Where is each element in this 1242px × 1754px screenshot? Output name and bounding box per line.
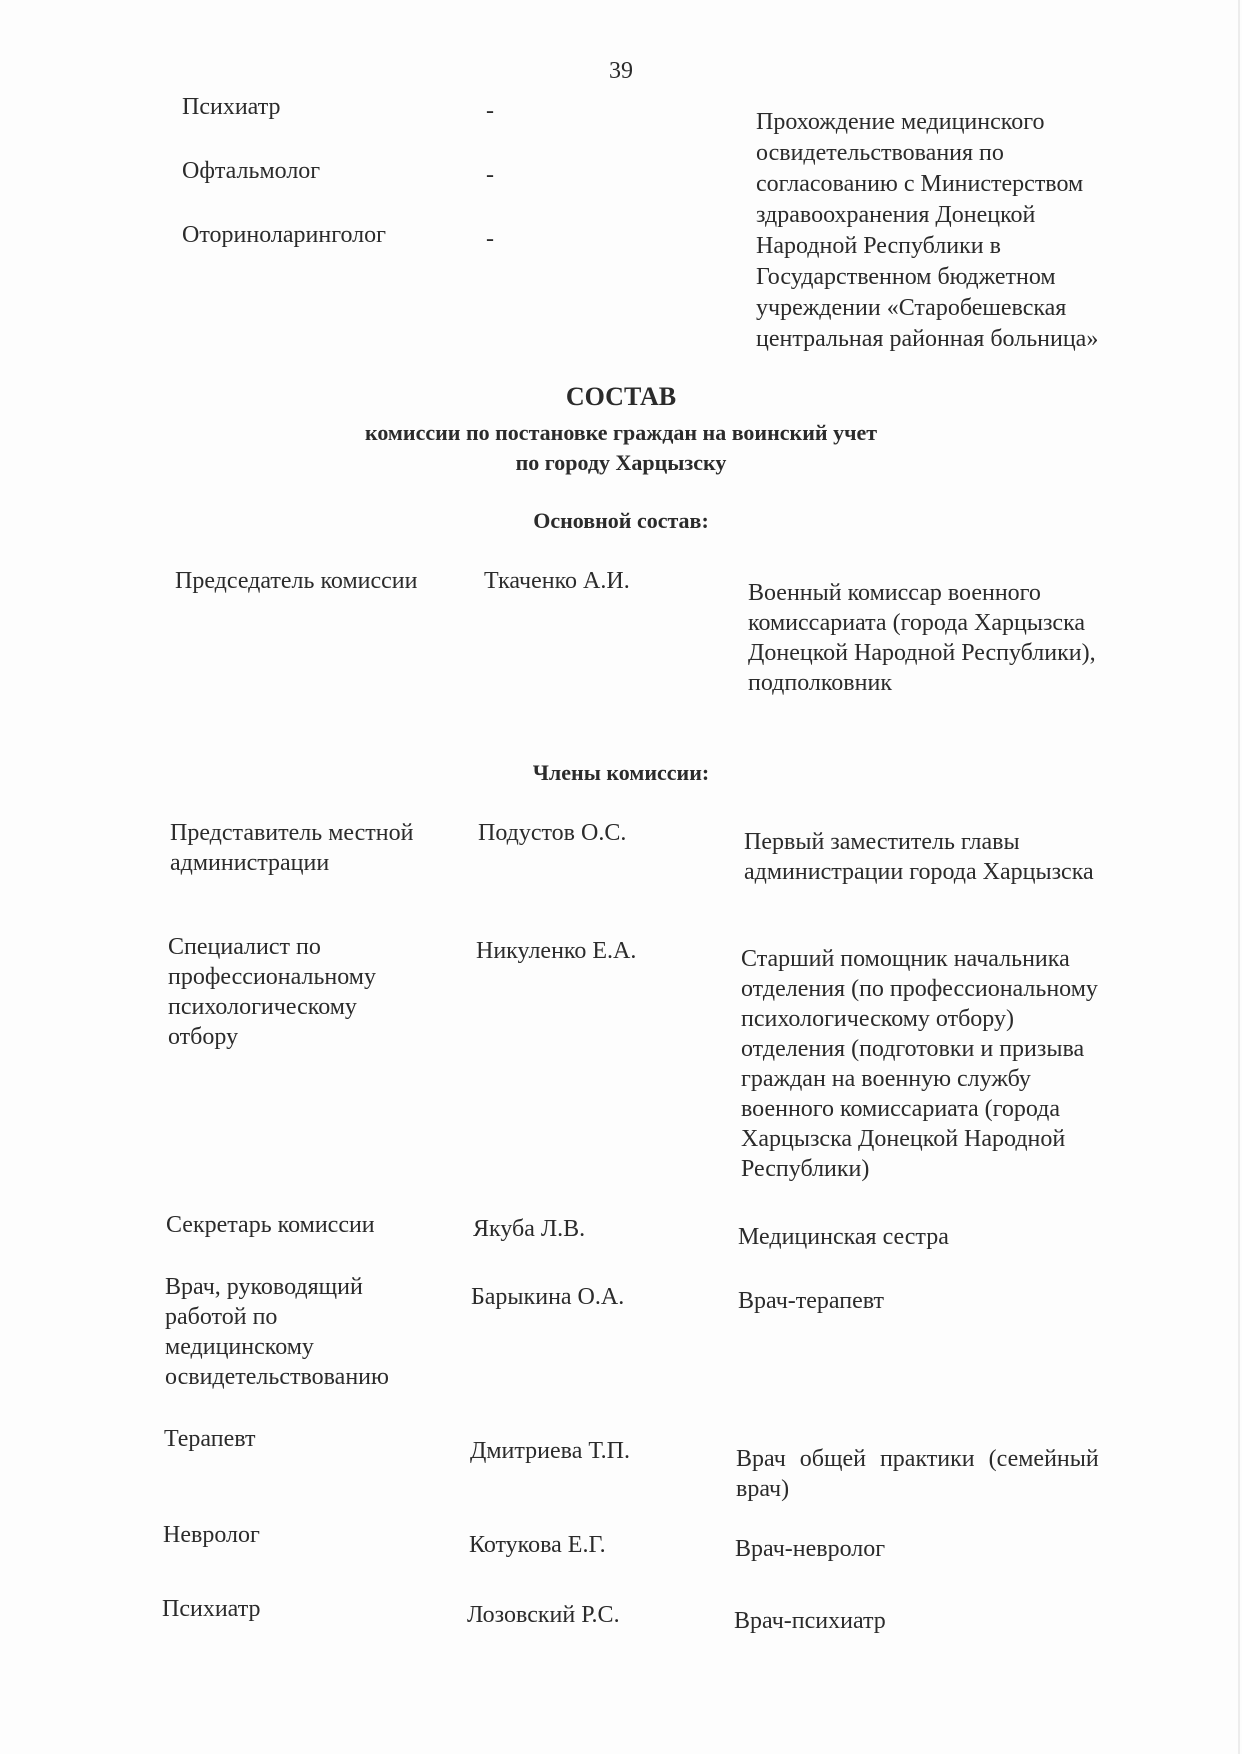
member-role-7: Психиатр [162,1596,261,1622]
top-name-2: - [486,162,494,188]
member-role-2: Специалист по профессиональному психологическому отбору [168,934,376,1050]
chairman-position: Военный комиссар военного комиссариата (города Харцызска Донецкой Народной Республики), подполковник [748,580,1096,696]
member-position-2: Старший помощник начальника отделения (по профессиональному психологическому отбору) отделения (подготовки и призыва граждан на военную службу военного комиссариата (города Харцызска Донецкой Народной Республики) [741,946,1098,1182]
member-name-2: Никуленко Е.А. [476,938,637,964]
top-name-3: - [486,226,494,252]
member-name-7: Лозовский Р.С. [467,1602,620,1628]
top-role-2: Офтальмолог [182,158,321,184]
scan-edge [1238,0,1240,1754]
document-title: СОСТАВ [565,382,677,411]
member-position-5: Врач общей практики (семейный врач) [736,1446,1099,1502]
member-name-5: Дмитриева Т.П. [470,1438,630,1464]
member-position-4: Врач-терапевт [738,1288,884,1314]
member-role-5: Терапевт [164,1426,256,1452]
members-label: Члены комиссии: [532,760,710,785]
member-name-6: Котукова Е.Г. [469,1532,606,1558]
document-subtitle: комиссии по постановке граждан на воинский учет по городу Харцызску [364,420,878,475]
member-name-1: Подустов О.С. [478,820,627,846]
chairman-role: Председатель комиссии [175,568,418,594]
member-name-3: Якуба Л.В. [473,1216,586,1242]
member-name-4: Барыкина О.А. [471,1284,625,1310]
top-note: Прохождение медицинского освидетельствования по согласованию с Министерством здравоохранения Донецкой Народной Республики в Государственном бюджетном учреждении «Старобешевская центральная районная больница» [756,109,1099,352]
chairman-name: Ткаченко А.И. [484,568,630,594]
member-role-3: Секретарь комиссии [166,1212,375,1238]
member-position-6: Врач-невролог [735,1536,886,1562]
top-role-1: Психиатр [182,94,281,120]
top-name-1: - [486,98,494,124]
member-position-3: Медицинская сестра [738,1224,949,1250]
member-role-6: Невролог [163,1522,260,1548]
member-role-1: Представитель местной администрации [170,820,414,876]
member-role-4: Врач, руководящий работой по медицинскому освидетельствованию [165,1274,389,1390]
main-composition-label: Основной состав: [533,508,709,533]
page-number: 39 [609,58,633,84]
top-role-3: Оториноларинголог [182,222,386,248]
member-position-7: Врач-психиатр [734,1608,886,1634]
member-position-1: Первый заместитель главы администрации города Харцызска [744,829,1094,885]
